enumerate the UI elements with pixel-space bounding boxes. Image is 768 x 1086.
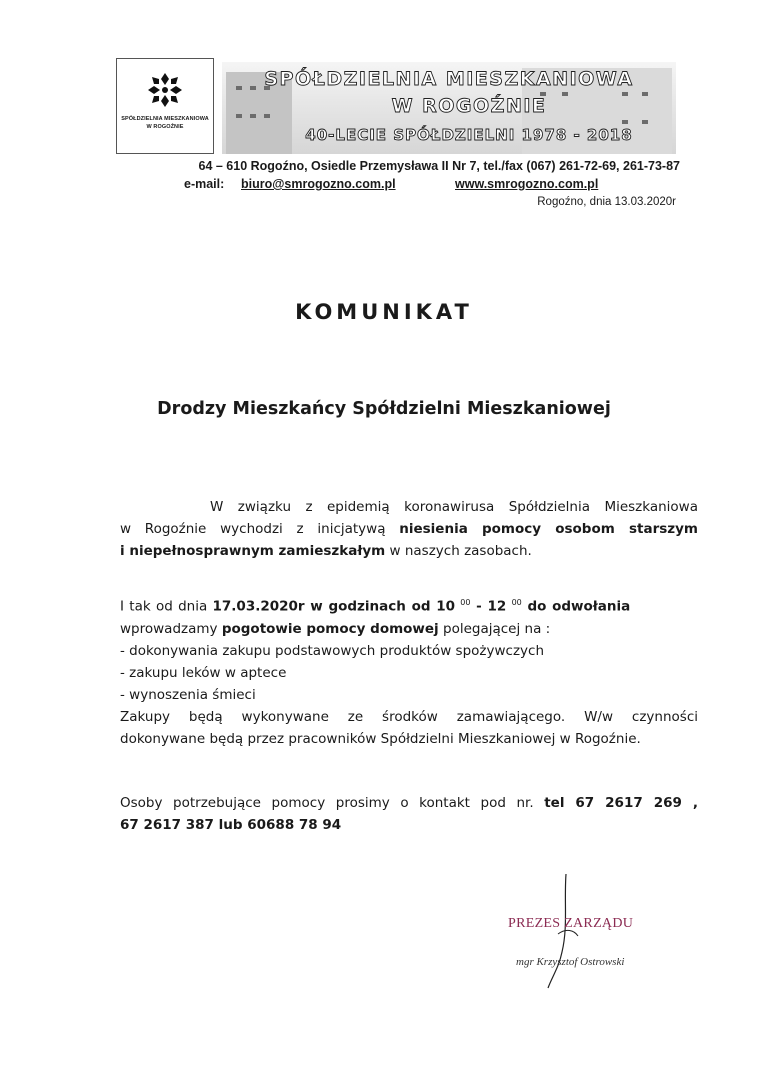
window	[622, 120, 628, 124]
paragraph-intro	[120, 496, 698, 562]
header-banner	[222, 62, 676, 154]
paragraph-line: Zakupy będą wykonywane ze środków zamawiającego. W/w czynności	[120, 708, 698, 725]
list-item: - dokonywania zakupu podstawowych produktów spożywczych	[120, 642, 545, 659]
bold-segment: do odwołania	[521, 598, 631, 615]
salutation: Drodzy Mieszkańcy Spółdzielni Mieszkaniowej	[157, 399, 611, 419]
email-label: e-mail:	[184, 177, 225, 191]
paragraph-line	[120, 592, 698, 618]
list-item: - zakupu leków w aptece	[120, 664, 287, 681]
bold-segment: pogotowie pomocy domowej	[221, 620, 439, 637]
signature-stamp	[508, 916, 658, 968]
banner-anniversary: 40-LECIE SPÓŁDZIELNI 1978 - 2018	[305, 126, 633, 144]
bold-segment: - 12	[470, 598, 507, 615]
bold-segment: niesienia pomocy osobom starszym	[399, 521, 698, 537]
handwritten-signature	[544, 872, 584, 992]
paragraph-line	[120, 792, 698, 814]
text-segment: I tak od dnia	[120, 598, 213, 615]
signatory-name: mgr Krzysztof Ostrowski	[516, 956, 625, 968]
paragraph-line	[120, 540, 698, 562]
paragraph-line	[120, 814, 698, 836]
signatory-role: PREZES ZARZĄDU	[508, 916, 634, 931]
time-superscript: 00	[460, 598, 471, 607]
postal-address: 64 – 610 Rogoźno, Osiedle Przemysława II Nr 7, tel./fax (067) 261-72-69, 261-73-87	[198, 159, 680, 173]
text-segment: polegającej na :	[438, 620, 551, 637]
logo-emblem-icon	[146, 71, 184, 109]
bold-segment: i niepełnosprawnym zamieszkałym	[120, 543, 386, 559]
cooperative-logo	[116, 58, 214, 154]
logo-caption	[121, 115, 209, 131]
paragraph-line: dokonywane będą przez pracowników Spółdzielni Mieszkaniowej w Rogoźnie.	[120, 730, 641, 747]
logo-caption-line2: W ROGOŹNIE	[146, 124, 184, 130]
phone-numbers: tel 67 2617 269 ,	[544, 795, 698, 811]
phone-numbers: 67 2617 387 lub 60688 78 94	[120, 817, 342, 833]
banner-title-line2: W ROGOŹNIE	[391, 95, 547, 117]
bold-segment: 17.03.2020r w godzinach od 10	[212, 598, 455, 615]
text-segment: w naszych zasobach.	[385, 543, 532, 559]
website-link[interactable]: www.smrogozno.com.pl	[455, 177, 599, 191]
paragraph-line	[120, 618, 698, 640]
time-superscript: 00	[511, 598, 522, 607]
text-segment: wprowadzamy	[120, 620, 222, 637]
logo-caption-line1: SPÓŁDZIELNIA MIESZKANIOWA	[121, 116, 209, 122]
window	[642, 120, 648, 124]
letterhead	[116, 58, 676, 156]
banner-title-line1: SPÓŁDZIELNIA MIESZKANIOWA	[264, 68, 634, 90]
paragraph-service	[120, 592, 698, 750]
document-title: KOMUNIKAT	[295, 300, 473, 324]
list-item: - wynoszenia śmieci	[120, 686, 256, 703]
document-date: Rogoźno, dnia 13.03.2020r	[537, 196, 676, 208]
paragraph-line	[120, 518, 698, 540]
text-segment: Osoby potrzebujące pomocy prosimy o kontakt pod nr.	[120, 795, 545, 811]
email-link[interactable]: biuro@smrogozno.com.pl	[241, 177, 396, 191]
text-segment: w Rogoźnie wychodzi z inicjatywą	[120, 521, 400, 537]
paragraph-contact	[120, 792, 698, 836]
paragraph-line: W związku z epidemią koronawirusa Spółdzielnia Mieszkaniowa	[210, 499, 698, 515]
